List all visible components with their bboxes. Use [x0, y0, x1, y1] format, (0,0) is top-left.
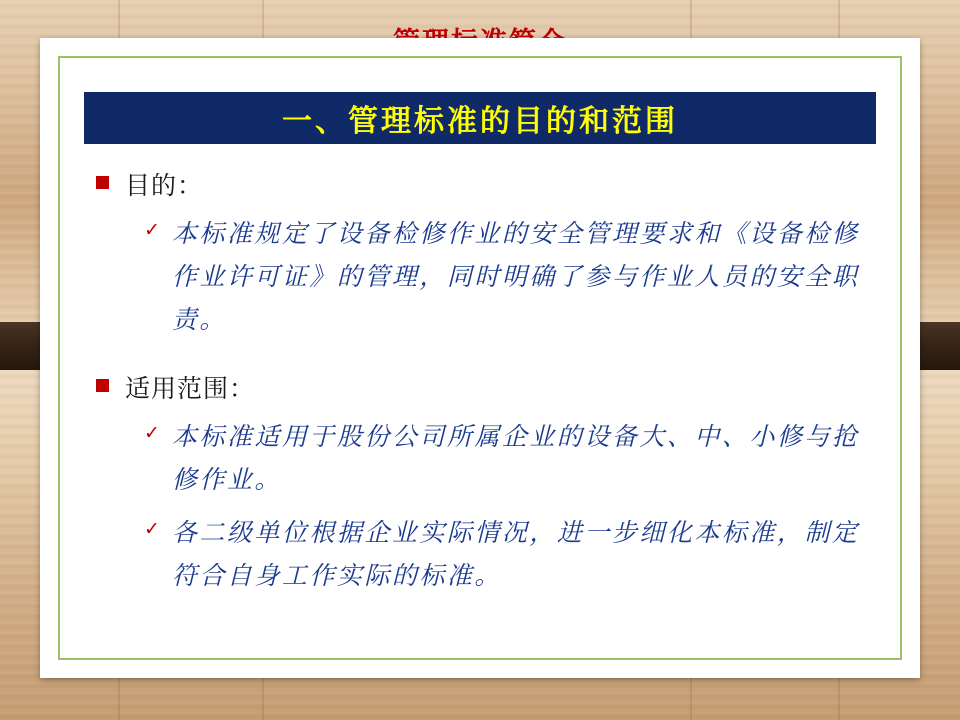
- slide-body: [96, 166, 864, 597]
- bullet-level2: [144, 511, 864, 597]
- bullet-level2: [144, 415, 864, 501]
- content-card: [40, 38, 920, 678]
- bullet-level1-label: 适用范围：: [125, 375, 256, 403]
- check-marker-icon: ✓: [144, 422, 160, 444]
- section-heading-bar: [84, 92, 876, 144]
- square-marker-icon: [96, 379, 109, 392]
- bullet-level2-text: 本标准适用于股份公司所属企业的设备大、中、小修与抢修作业。: [171, 422, 860, 494]
- bullet-level2-text: 本标准规定了设备检修作业的安全管理要求和《设备检修作业许可证》的管理，同时明确了参与作业人员的安全职责。: [171, 219, 860, 334]
- bullet-level1: [96, 369, 864, 405]
- square-marker-icon: [96, 176, 109, 189]
- bullet-level1: [96, 166, 864, 202]
- check-marker-icon: ✓: [144, 219, 160, 241]
- bullet-level2: [144, 212, 864, 341]
- bullet-level2-text: 各二级单位根据企业实际情况，进一步细化本标准，制定符合自身工作实际的标准。: [171, 518, 860, 590]
- card-content: [62, 62, 898, 656]
- block-spacer: [96, 341, 864, 359]
- bullet-level1-label: 目的：: [125, 172, 204, 200]
- check-marker-icon: ✓: [144, 518, 160, 540]
- section-heading-text: 一、管理标准的目的和范围: [282, 105, 678, 138]
